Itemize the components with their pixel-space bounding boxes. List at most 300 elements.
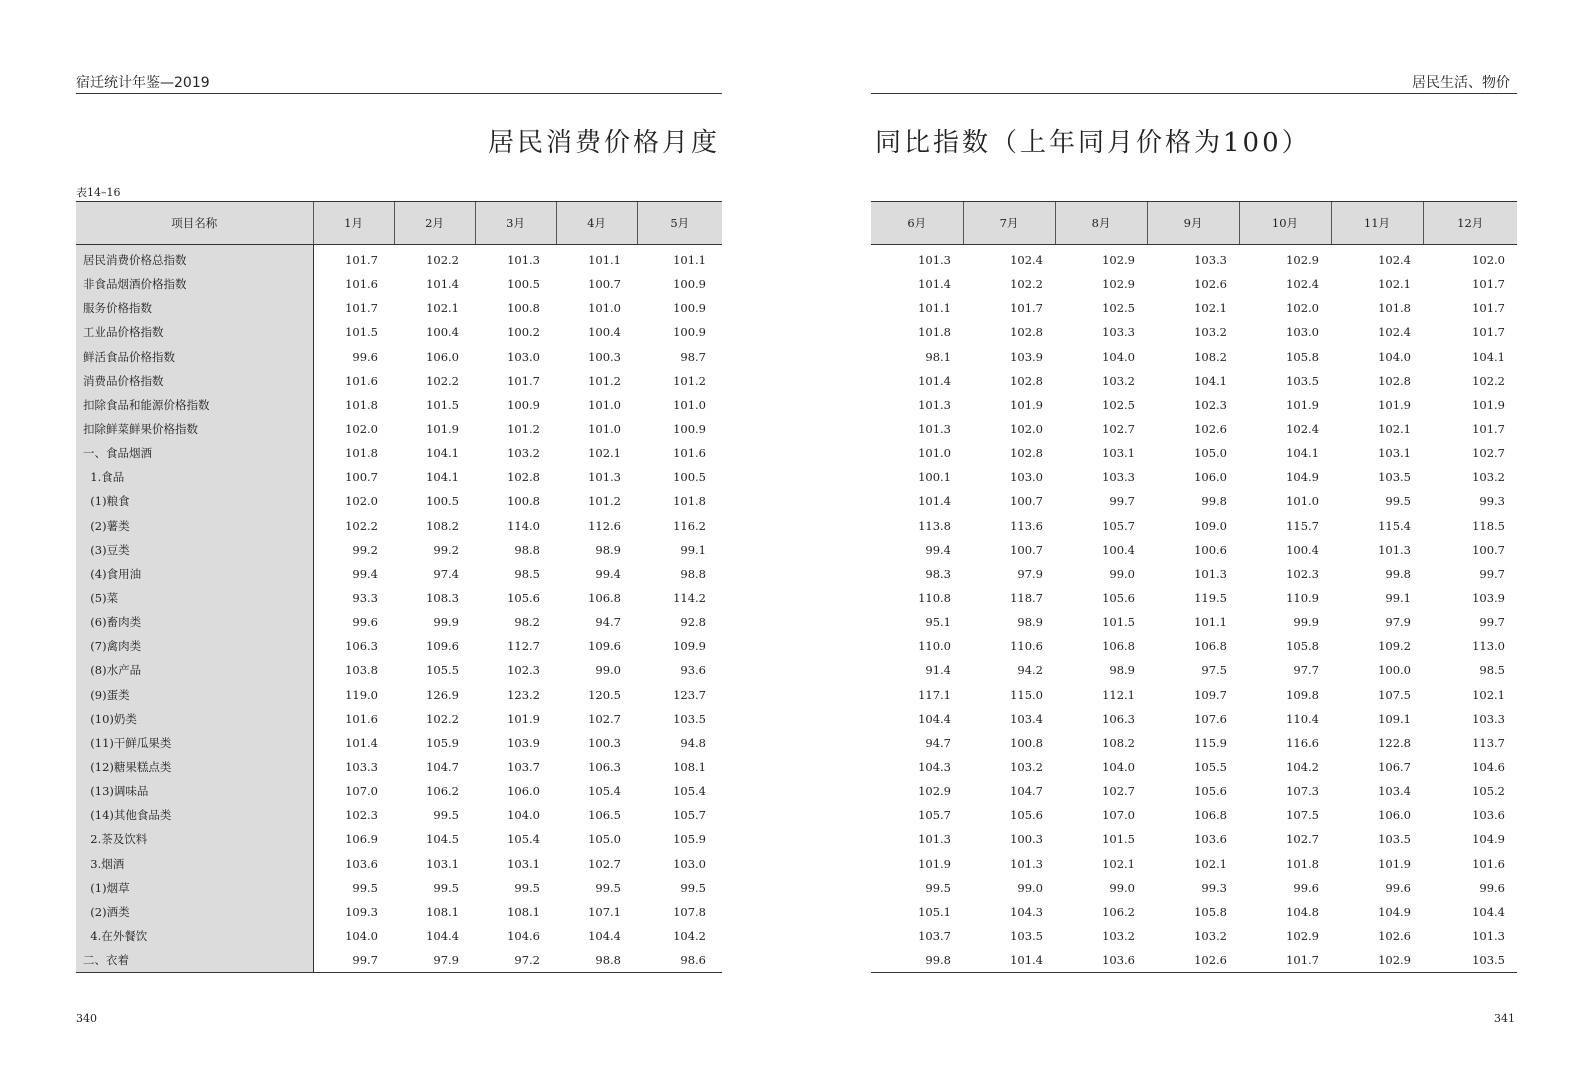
table-cell: 100.2 [507, 325, 540, 340]
table-cell: 105.4 [507, 832, 540, 847]
table-cell: 104.9 [1472, 832, 1505, 847]
table-cell: 100.9 [673, 277, 706, 292]
table-cell: 104.6 [1472, 760, 1505, 775]
table-row [871, 393, 1517, 417]
table-cell: 106.8 [588, 591, 621, 606]
table-cell: 102.6 [1194, 422, 1227, 437]
table-cell: 98.7 [680, 349, 706, 364]
table-cell: 97.2 [475, 948, 556, 973]
table-cell: 104.0 [1378, 349, 1411, 364]
table-cell: 101.4 [426, 277, 459, 292]
table-row [871, 296, 1517, 320]
table-cell: 104.4 [588, 929, 621, 943]
table-cell: 98.8 [680, 566, 706, 581]
table-cell: 100.8 [507, 301, 540, 316]
table-cell: 102.1 [1378, 422, 1411, 437]
table-cell: 105.7 [673, 808, 706, 823]
table-cell: 101.3 [918, 832, 951, 847]
table-cell: 99.1 [680, 542, 706, 557]
table-row [871, 345, 1517, 369]
header-rule-left [76, 93, 722, 94]
row-label: (12)糖果糕点类 [76, 755, 313, 779]
table-cell: 103.1 [1102, 446, 1135, 461]
table-cell: 108.2 [1102, 735, 1135, 750]
column-header-month: 4月 [556, 202, 637, 245]
table-cell: 102.3 [345, 808, 378, 823]
table-cell: 104.1 [1194, 373, 1227, 388]
table-row [871, 514, 1517, 538]
table-cell: 104.7 [426, 760, 459, 775]
table-cell: 113.6 [1010, 518, 1043, 533]
table-cell: 101.7 [345, 301, 378, 316]
table-cell: 101.8 [345, 446, 378, 461]
table-cell: 102.8 [1010, 373, 1043, 388]
column-header-month: 7月 [963, 202, 1055, 245]
table-cell: 100.1 [918, 470, 951, 485]
table-cell: 104.5 [426, 832, 459, 847]
table-cell: 101.6 [345, 711, 378, 726]
row-label: 扣除食品和能源价格指数 [76, 393, 313, 417]
table-cell: 100.4 [1286, 542, 1319, 557]
table-cell: 109.6 [588, 639, 621, 654]
table-cell: 100.6 [1194, 542, 1227, 557]
table-cell: 103.5 [1423, 948, 1517, 973]
table-cell: 104.4 [426, 929, 459, 943]
row-label: 1.食品 [76, 465, 313, 489]
table-cell: 102.9 [1286, 929, 1319, 943]
table-cell: 106.8 [1194, 639, 1227, 654]
table-cell: 103.5 [1378, 832, 1411, 847]
table-cell: 103.1 [426, 856, 459, 871]
table-cell: 99.8 [1201, 494, 1227, 509]
table-cell: 107.8 [673, 904, 706, 919]
table-cell: 115.7 [1286, 518, 1319, 533]
table-row [76, 731, 722, 755]
table-cell: 98.3 [925, 566, 951, 581]
table-cell: 103.3 [1102, 325, 1135, 340]
table-cell: 102.2 [426, 711, 459, 726]
row-label: 二、衣着 [76, 948, 313, 973]
table-cell: 103.5 [1378, 470, 1411, 485]
table-cell: 99.6 [352, 615, 378, 630]
table-row [871, 779, 1517, 803]
table-cell: 118.5 [1472, 518, 1505, 533]
table-cell: 105.6 [1102, 591, 1135, 606]
table-cell: 100.8 [507, 494, 540, 509]
running-header-right: 居民生活、物价 [1412, 75, 1510, 91]
table-cell: 107.5 [1286, 808, 1319, 823]
table-row [871, 900, 1517, 924]
table-cell: 100.4 [426, 325, 459, 340]
table-cell: 108.2 [426, 518, 459, 533]
table-row [871, 683, 1517, 707]
table-cell: 101.4 [918, 494, 951, 509]
table-cell: 104.0 [507, 808, 540, 823]
table-cell: 103.6 [1472, 808, 1505, 823]
table-cell: 101.9 [1286, 397, 1319, 412]
table-cell: 102.6 [1378, 929, 1411, 943]
table-cell: 99.9 [1293, 615, 1319, 630]
table-cell: 110.6 [1010, 639, 1043, 654]
table-cell: 109.8 [1286, 687, 1319, 702]
table-cell: 104.8 [1286, 904, 1319, 919]
table-cell: 99.6 [1385, 880, 1411, 895]
table-cell: 99.7 [1479, 615, 1505, 630]
table-cell: 102.1 [1194, 856, 1227, 871]
table-cell: 102.9 [1331, 948, 1423, 973]
table-cell: 103.2 [1102, 929, 1135, 943]
table-cell: 102.1 [1102, 856, 1135, 871]
table-cell: 102.8 [1010, 446, 1043, 461]
running-header-left: 宿迁统计年鉴—2019 [76, 75, 210, 91]
page-title-left: 居民消费价格月度 [487, 128, 720, 158]
table-cell: 99.6 [1293, 880, 1319, 895]
table-cell: 101.9 [1378, 856, 1411, 871]
column-header-month: 6月 [871, 202, 963, 245]
table-cell: 101.0 [673, 397, 706, 412]
table-cell: 116.2 [673, 518, 706, 533]
table-cell: 104.2 [1286, 760, 1319, 775]
table-cell: 103.5 [1010, 929, 1043, 943]
table-cell: 105.8 [1286, 349, 1319, 364]
table-cell: 102.2 [345, 518, 378, 533]
table-cell: 99.5 [433, 808, 459, 823]
table-cell: 99.9 [433, 615, 459, 630]
table-row [76, 393, 722, 417]
table-cell: 101.8 [918, 325, 951, 340]
table-cell: 105.9 [426, 735, 459, 750]
row-label: (9)蛋类 [76, 683, 313, 707]
column-header-month: 9月 [1147, 202, 1239, 245]
table-cell: 103.9 [1010, 349, 1043, 364]
table-cell: 98.8 [556, 948, 637, 973]
table-cell: 107.0 [1102, 808, 1135, 823]
table-cell: 122.8 [1378, 735, 1411, 750]
table-cell: 102.4 [1010, 253, 1043, 268]
table-cell: 108.1 [507, 904, 540, 919]
table-cell: 102.7 [1472, 446, 1505, 461]
table-row [76, 900, 722, 924]
table-cell: 104.2 [673, 929, 706, 943]
row-label: (8)水产品 [76, 658, 313, 682]
table-cell: 103.7 [918, 929, 951, 943]
table-cell: 104.0 [1102, 760, 1135, 775]
table-cell: 107.5 [1378, 687, 1411, 702]
table-cell: 99.5 [1385, 494, 1411, 509]
table-cell: 102.9 [918, 784, 951, 799]
table-cell: 99.0 [1109, 880, 1135, 895]
table-cell: 101.2 [673, 373, 706, 388]
column-header-month: 8月 [1055, 202, 1147, 245]
table-cell: 100.7 [1472, 542, 1505, 557]
table-cell: 106.2 [1102, 904, 1135, 919]
table-cell: 94.7 [595, 615, 621, 630]
table-cell: 109.0 [1194, 518, 1227, 533]
table-cell: 98.5 [1479, 663, 1505, 678]
table-cell: 99.8 [871, 948, 963, 973]
table-cell: 95.1 [925, 615, 951, 630]
table-cell: 103.4 [1378, 784, 1411, 799]
row-label: 一、食品烟酒 [76, 441, 313, 465]
table-row [871, 538, 1517, 562]
table-cell: 107.6 [1194, 711, 1227, 726]
table-cell: 101.2 [507, 422, 540, 437]
table-cell: 105.5 [1194, 760, 1227, 775]
table-cell: 106.7 [1378, 760, 1411, 775]
table-cell: 97.7 [1293, 663, 1319, 678]
table-cell: 112.1 [1102, 687, 1135, 702]
table-cell: 101.1 [588, 253, 621, 268]
table-cell: 102.8 [507, 470, 540, 485]
cpi-table-right [871, 201, 1517, 973]
table-cell: 101.4 [963, 948, 1055, 973]
table-cell: 113.0 [1472, 639, 1505, 654]
table-row [76, 465, 722, 489]
table-cell: 102.1 [426, 301, 459, 316]
table-cell: 98.2 [514, 615, 540, 630]
table-header-row [871, 202, 1517, 245]
table-cell: 112.6 [588, 518, 621, 533]
table-cell: 99.7 [1109, 494, 1135, 509]
table-cell: 102.2 [426, 373, 459, 388]
table-cell: 101.1 [918, 301, 951, 316]
table-cell: 102.4 [1378, 325, 1411, 340]
header-rule-right [871, 93, 1517, 94]
table-cell: 103.7 [507, 760, 540, 775]
row-label: 扣除鲜菜鲜果价格指数 [76, 417, 313, 441]
table-cell: 120.5 [588, 687, 621, 702]
table-cell: 103.0 [507, 349, 540, 364]
table-cell: 97.9 [1385, 615, 1411, 630]
table-row [871, 634, 1517, 658]
table-cell: 100.3 [1010, 832, 1043, 847]
table-cell: 102.9 [1102, 277, 1135, 292]
table-cell: 101.0 [588, 397, 621, 412]
table-cell: 119.5 [1194, 591, 1227, 606]
table-row [76, 779, 722, 803]
table-cell: 101.7 [345, 253, 378, 268]
table-cell: 105.7 [1102, 518, 1135, 533]
table-cell: 101.3 [918, 397, 951, 412]
table-cell: 103.9 [1472, 591, 1505, 606]
table-row [871, 320, 1517, 344]
table-cell: 91.4 [925, 663, 951, 678]
table-cell: 100.4 [588, 325, 621, 340]
row-label: (1)烟草 [76, 876, 313, 900]
page-number-right: 341 [1494, 1012, 1515, 1025]
table-cell: 102.7 [1102, 784, 1135, 799]
table-cell: 99.5 [352, 880, 378, 895]
table-cell: 99.5 [595, 880, 621, 895]
table-cell: 93.6 [680, 663, 706, 678]
column-header-month: 11月 [1331, 202, 1423, 245]
table-cell: 102.8 [1010, 325, 1043, 340]
table-cell: 100.9 [673, 301, 706, 316]
table-cell: 99.6 [1479, 880, 1505, 895]
table-cell: 100.5 [673, 470, 706, 485]
table-row [76, 538, 722, 562]
column-header-month: 5月 [637, 202, 722, 245]
table-row [76, 852, 722, 876]
table-row [871, 586, 1517, 610]
table-cell: 115.0 [1010, 687, 1043, 702]
table-cell: 113.8 [918, 518, 951, 533]
table-cell: 99.5 [680, 880, 706, 895]
table-row [871, 707, 1517, 731]
table-cell: 103.2 [1194, 325, 1227, 340]
table-cell: 105.6 [1010, 808, 1043, 823]
table-number: 表14–16 [76, 186, 121, 199]
table-row [871, 489, 1517, 513]
table-cell: 106.0 [1194, 470, 1227, 485]
table-cell: 102.2 [426, 253, 459, 268]
cpi-table-left [76, 201, 722, 973]
table-row [871, 272, 1517, 296]
table-cell: 98.9 [595, 542, 621, 557]
table-row [871, 827, 1517, 851]
table-cell: 101.7 [507, 373, 540, 388]
table-cell: 103.0 [673, 856, 706, 871]
table-cell: 101.5 [1102, 832, 1135, 847]
row-label: 居民消费价格总指数 [76, 245, 313, 273]
table-cell: 104.0 [345, 929, 378, 943]
table-cell: 103.0 [1286, 325, 1319, 340]
table-cell: 105.0 [1194, 446, 1227, 461]
table-cell: 103.6 [345, 856, 378, 871]
page-title-right: 同比指数（上年同月价格为100） [875, 128, 1311, 158]
table-cell: 102.1 [588, 446, 621, 461]
table-cell: 99.2 [352, 542, 378, 557]
table-cell: 113.7 [1472, 735, 1505, 750]
table-cell: 102.4 [1378, 253, 1411, 268]
table-row [76, 562, 722, 586]
table-cell: 114.2 [673, 591, 706, 606]
table-row [871, 441, 1517, 465]
table-cell: 101.9 [507, 711, 540, 726]
table-cell: 102.0 [1472, 253, 1505, 268]
table-row [76, 634, 722, 658]
table-cell: 104.9 [1286, 470, 1319, 485]
table-row [76, 417, 722, 441]
row-label: 2.茶及饮料 [76, 827, 313, 851]
table-cell: 100.9 [673, 422, 706, 437]
table-row [76, 948, 722, 973]
row-label: 工业品价格指数 [76, 320, 313, 344]
table-cell: 112.7 [507, 639, 540, 654]
table-cell: 100.0 [1378, 663, 1411, 678]
table-cell: 98.8 [514, 542, 540, 557]
table-cell: 101.5 [426, 397, 459, 412]
row-label: (6)畜肉类 [76, 610, 313, 634]
table-cell: 101.8 [673, 494, 706, 509]
table-cell: 99.2 [433, 542, 459, 557]
table-cell: 119.0 [345, 687, 378, 702]
table-cell: 105.8 [1194, 904, 1227, 919]
table-cell: 102.1 [1378, 277, 1411, 292]
table-row [871, 852, 1517, 876]
table-cell: 100.7 [1010, 542, 1043, 557]
table-cell: 94.8 [680, 735, 706, 750]
table-cell: 98.9 [1109, 663, 1135, 678]
table-cell: 101.7 [1472, 277, 1505, 292]
table-row [76, 827, 722, 851]
table-row [871, 755, 1517, 779]
table-cell: 104.1 [1472, 349, 1505, 364]
table-cell: 104.3 [1010, 904, 1043, 919]
table-cell: 99.0 [1017, 880, 1043, 895]
row-label: (14)其他食品类 [76, 803, 313, 827]
table-cell: 109.3 [345, 904, 378, 919]
table-cell: 99.7 [313, 948, 394, 973]
table-cell: 105.0 [588, 832, 621, 847]
table-cell: 110.4 [1286, 711, 1319, 726]
table-cell: 98.6 [637, 948, 722, 973]
table-cell: 100.9 [507, 397, 540, 412]
table-row [76, 272, 722, 296]
table-cell: 101.8 [1378, 301, 1411, 316]
row-label: 服务价格指数 [76, 296, 313, 320]
table-cell: 104.0 [1102, 349, 1135, 364]
table-cell: 104.4 [1472, 904, 1505, 919]
table-cell: 100.5 [507, 277, 540, 292]
table-row [76, 296, 722, 320]
table-cell: 102.3 [1194, 397, 1227, 412]
row-label: (13)调味品 [76, 779, 313, 803]
table-cell: 109.2 [1378, 639, 1411, 654]
table-cell: 103.3 [345, 760, 378, 775]
table-cell: 103.3 [1194, 253, 1227, 268]
table-cell: 101.7 [1472, 422, 1505, 437]
table-cell: 101.1 [673, 253, 706, 268]
table-cell: 101.3 [1194, 566, 1227, 581]
table-cell: 99.0 [595, 663, 621, 678]
table-cell: 101.9 [426, 422, 459, 437]
table-row [871, 465, 1517, 489]
table-cell: 109.1 [1378, 711, 1411, 726]
table-cell: 94.7 [925, 735, 951, 750]
table-cell: 102.3 [507, 663, 540, 678]
table-cell: 99.0 [1109, 566, 1135, 581]
column-header-month: 12月 [1423, 202, 1517, 245]
table-cell: 101.6 [345, 373, 378, 388]
table-cell: 106.3 [1102, 711, 1135, 726]
column-header-month: 3月 [475, 202, 556, 245]
table-cell: 102.5 [1102, 301, 1135, 316]
table-cell: 102.5 [1102, 397, 1135, 412]
table-cell: 99.3 [1201, 880, 1227, 895]
row-label: 消费品价格指数 [76, 369, 313, 393]
table-cell: 100.7 [1010, 494, 1043, 509]
table-row [871, 924, 1517, 948]
table-cell: 104.1 [426, 470, 459, 485]
table-cell: 126.9 [426, 687, 459, 702]
table-row [76, 514, 722, 538]
table-cell: 106.3 [588, 760, 621, 775]
table-cell: 123.7 [673, 687, 706, 702]
table-row [76, 245, 722, 273]
table-cell: 101.9 [918, 856, 951, 871]
page-number-left: 340 [76, 1012, 97, 1025]
table-row [76, 683, 722, 707]
table-cell: 101.6 [673, 446, 706, 461]
table-cell: 102.2 [1010, 277, 1043, 292]
table-cell: 106.3 [345, 639, 378, 654]
table-cell: 116.6 [1286, 735, 1319, 750]
table-cell: 106.8 [1194, 808, 1227, 823]
table-cell: 108.1 [426, 904, 459, 919]
table-cell: 101.5 [345, 325, 378, 340]
table-cell: 103.3 [1472, 711, 1505, 726]
